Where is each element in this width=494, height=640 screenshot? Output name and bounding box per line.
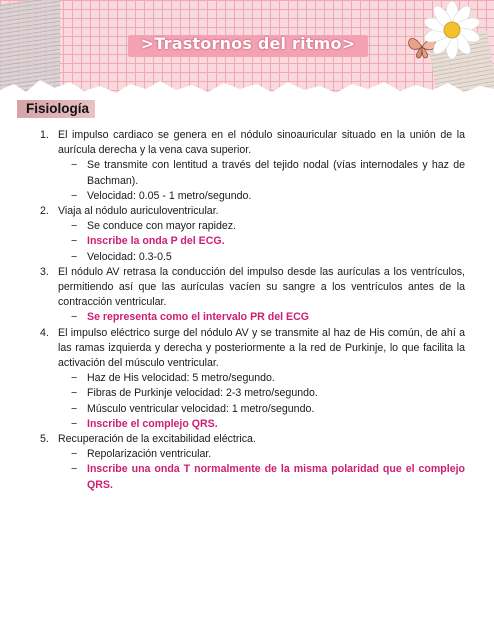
dash-bullet: − bbox=[71, 235, 78, 248]
sub-item-text: Se transmite con lentitud a través del tejido nodal (vías internodales y haz de Bachman). bbox=[87, 159, 465, 187]
list-item-text: El impulso cardiaco se genera en el nódulo sinoauricular situado en la unión de la aurícula derecha y la vena cava superior. bbox=[58, 129, 465, 157]
sub-item bbox=[40, 158, 465, 188]
dash-bullet: − bbox=[71, 372, 78, 385]
highlighted-sub-item-text: Inscribe una onda T normalmente de la misma polaridad que el complejo QRS. bbox=[87, 463, 465, 491]
highlighted-sub-item-text: Se representa como el intervalo PR del ECG bbox=[87, 311, 309, 324]
sub-item-highlight bbox=[40, 310, 465, 325]
sub-item bbox=[40, 402, 465, 417]
list-item bbox=[40, 265, 465, 311]
sub-item bbox=[40, 386, 465, 401]
list-item-text: Viaja al nódulo auriculoventricular. bbox=[58, 205, 219, 218]
page-title: >Trastornos del ritmo> bbox=[140, 34, 356, 53]
sub-item bbox=[40, 189, 465, 204]
torn-paper-edge bbox=[0, 62, 494, 105]
list-item bbox=[40, 326, 465, 372]
daisy-flower-icon bbox=[424, 0, 480, 60]
dash-bullet: − bbox=[71, 220, 78, 233]
list-item-number: 1. bbox=[40, 129, 49, 141]
dash-bullet: − bbox=[71, 159, 78, 172]
dash-bullet: − bbox=[71, 448, 78, 461]
sub-item-text: Haz de His velocidad: 5 metro/segundo. bbox=[87, 372, 275, 385]
list-item-number: 3. bbox=[40, 265, 49, 278]
list-item-text: Recuperación de la excitabilidad eléctrica. bbox=[58, 433, 256, 446]
sub-item-text: Fibras de Purkinje velocidad: 2-3 metro/segundo. bbox=[87, 387, 318, 400]
list-item bbox=[40, 128, 465, 158]
list-item bbox=[40, 204, 465, 219]
dash-bullet: − bbox=[71, 387, 78, 400]
sub-item-text: Velocidad: 0.05 - 1 metro/segundo. bbox=[87, 189, 252, 202]
sub-item-highlight bbox=[40, 417, 465, 432]
sub-item-text: Músculo ventricular velocidad: 1 metro/segundo. bbox=[87, 402, 315, 415]
sub-item-text: Velocidad: 0.3-0.5 bbox=[87, 250, 172, 263]
sub-item-highlight bbox=[40, 234, 465, 249]
list-item-text: El impulso eléctrico surge del nódulo AV y se transmite al haz de His común, de ahí a las ramas izquierda y derecha y posteriormente a la red de Purkinje, lo que facilita la activación del músculo ventricular. bbox=[58, 326, 465, 370]
dash-bullet: − bbox=[71, 311, 78, 324]
list-item-text: El nódulo AV retrasa la conducción del impulso desde las aurículas a los ventrículos, permitiendo así que las aurículas vacíen su sangre a los ventrículos antes de la contracción ventricular. bbox=[58, 265, 465, 309]
dash-bullet: − bbox=[71, 402, 78, 415]
sub-item-text: Repolarización ventricular. bbox=[87, 448, 212, 461]
sub-item-text: Se conduce con mayor rapidez. bbox=[87, 220, 236, 233]
highlighted-sub-item-text: Inscribe el complejo QRS. bbox=[87, 417, 218, 430]
section-heading: Fisiología bbox=[17, 100, 95, 118]
dash-bullet: − bbox=[71, 463, 78, 476]
sub-item bbox=[40, 371, 465, 386]
list-item-number: 5. bbox=[40, 433, 49, 446]
content-list bbox=[40, 128, 465, 493]
list-item-number: 4. bbox=[40, 326, 49, 339]
highlighted-sub-item-text: Inscribe la onda P del ECG. bbox=[87, 235, 225, 248]
header-collage bbox=[0, 0, 494, 105]
list-item-number: 2. bbox=[40, 205, 49, 218]
list-item bbox=[40, 432, 465, 447]
sub-item bbox=[40, 219, 465, 234]
dash-bullet: − bbox=[71, 189, 78, 202]
sub-item bbox=[40, 447, 465, 462]
dash-bullet: − bbox=[71, 417, 78, 430]
sub-item bbox=[40, 250, 465, 265]
dash-bullet: − bbox=[71, 250, 78, 263]
sub-item-highlight bbox=[40, 462, 465, 492]
